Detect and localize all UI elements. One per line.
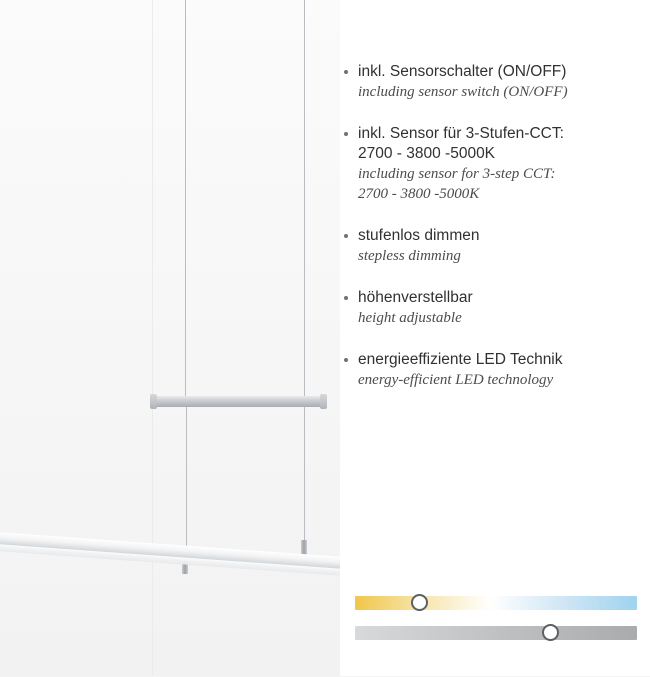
feature-item-height-adjustable [344,288,644,328]
feature-text-de-line1: inkl. Sensor für 3-Stufen-CCT: [358,125,564,142]
feature-text-en: height adjustable [358,310,462,326]
feature-text-de-line2: 2700 - 3800 -5000K [358,145,496,162]
feature-item-stepless-dimming [344,226,644,266]
feature-text-de: inkl. Sensorschalter (ON/OFF) [358,63,567,80]
suspension-cable-right [304,0,305,548]
feature-item-sensor-switch [344,62,644,102]
bullet-icon [344,296,348,300]
brightness-slider[interactable] [355,626,637,640]
bullet-icon [344,132,348,136]
feature-text-en: energy-efficient LED technology [358,372,554,388]
colour-temperature-slider-knob[interactable] [411,594,428,611]
feature-text-de: energieeffiziente LED Technik [358,351,563,368]
bullet-icon [344,70,348,74]
suspension-cable-left [185,0,186,400]
feature-item-cct-sensor [344,124,644,204]
ceiling-mount-endcap-right [320,394,327,409]
feature-text-de: höhenverstellbar [358,289,473,306]
feature-list [344,62,644,412]
ceiling-mount-bar [152,396,324,407]
slider-group [355,596,637,656]
feature-item-energy-efficient-led [344,350,644,390]
feature-text-en-line1: including sensor for 3-step CCT: [358,166,556,182]
feature-text-en-line2: 2700 - 3800 -5000K [358,186,480,202]
feature-text-en: stepless dimming [358,248,461,264]
brightness-slider-knob[interactable] [542,624,559,641]
bullet-icon [344,358,348,362]
bullet-icon [344,234,348,238]
feature-text-de: stufenlos dimmen [358,227,480,244]
colour-temperature-slider[interactable] [355,596,637,610]
ceiling-mount-endcap-left [150,394,157,409]
feature-text-en: including sensor switch (ON/OFF) [358,84,568,100]
